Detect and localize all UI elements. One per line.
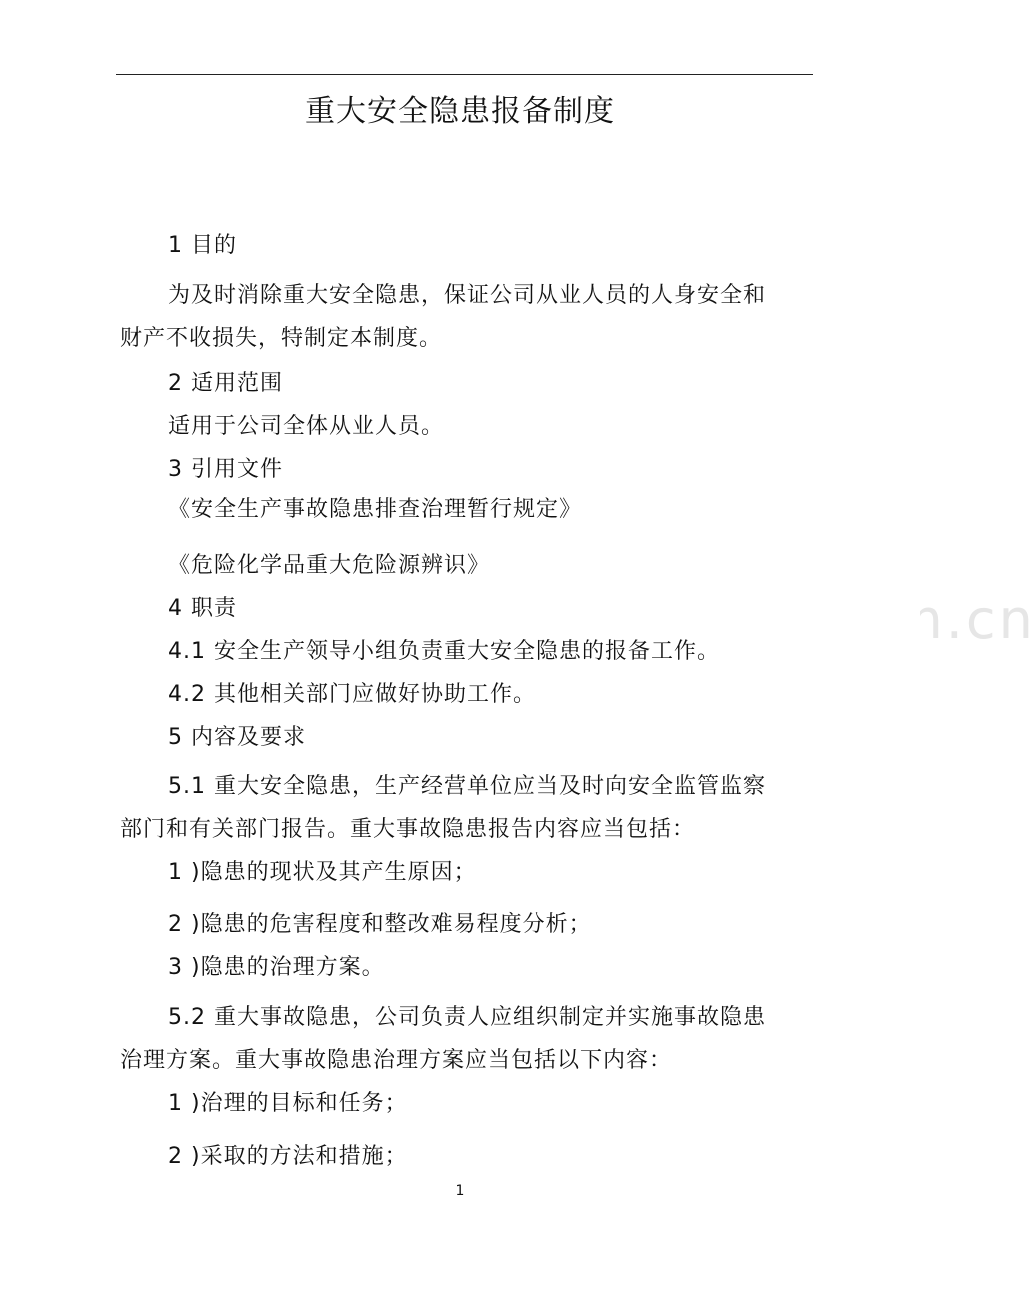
section-1-paragraph-line-1: 为及时消除重大安全隐患，保证公司从业人员的人身安全和: [168, 283, 767, 308]
section-4-2: 4.2 其他相关部门应做好协助工作。: [168, 682, 536, 707]
document-title: 重大安全隐患报备制度: [305, 94, 615, 129]
watermark: www.zixin.com.cn: [505, 588, 1036, 651]
section-3-reference-1: 《安全生产事故隐患排查治理暂行规定》: [168, 497, 583, 522]
section-5-1-line-2: 部门和有关部门报告。重大事故隐患报告内容应当包括：: [120, 817, 696, 842]
section-1-heading: 1 目的: [168, 233, 237, 258]
header-rule: [116, 74, 813, 75]
section-5-2-line-1: 5.2 重大事故隐患，公司负责人应组织制定并实施事故隐患: [168, 1005, 766, 1030]
section-5-1-line-1: 5.1 重大安全隐患，生产经营单位应当及时向安全监管监察: [168, 774, 766, 799]
section-5-1-item-1: 1 )隐患的现状及其产生原因；: [168, 860, 477, 885]
section-5-2-line-2: 治理方案。重大事故隐患治理方案应当包括以下内容：: [120, 1048, 673, 1073]
section-5-heading: 5 内容及要求: [168, 725, 306, 750]
section-3-heading: 3 引用文件: [168, 457, 283, 482]
section-1-paragraph-line-2: 财产不收损失，特制定本制度。: [120, 326, 443, 351]
section-3-reference-2: 《危险化学品重大危险源辨识》: [168, 553, 491, 578]
section-4-1: 4.1 安全生产领导小组负责重大安全隐患的报备工作。: [168, 639, 720, 664]
section-4-heading: 4 职责: [168, 596, 237, 621]
section-5-2-item-1: 1 )治理的目标和任务；: [168, 1091, 408, 1116]
section-5-1-item-2: 2 )隐患的危害程度和整改难易程度分析；: [168, 912, 592, 937]
section-5-2-item-2: 2 )采取的方法和措施；: [168, 1144, 408, 1169]
page-number: 1: [455, 1183, 465, 1199]
section-2-paragraph: 适用于公司全体从业人员。: [168, 414, 445, 439]
section-5-1-item-3: 3 )隐患的治理方案。: [168, 955, 385, 980]
section-2-heading: 2 适用范围: [168, 371, 283, 396]
